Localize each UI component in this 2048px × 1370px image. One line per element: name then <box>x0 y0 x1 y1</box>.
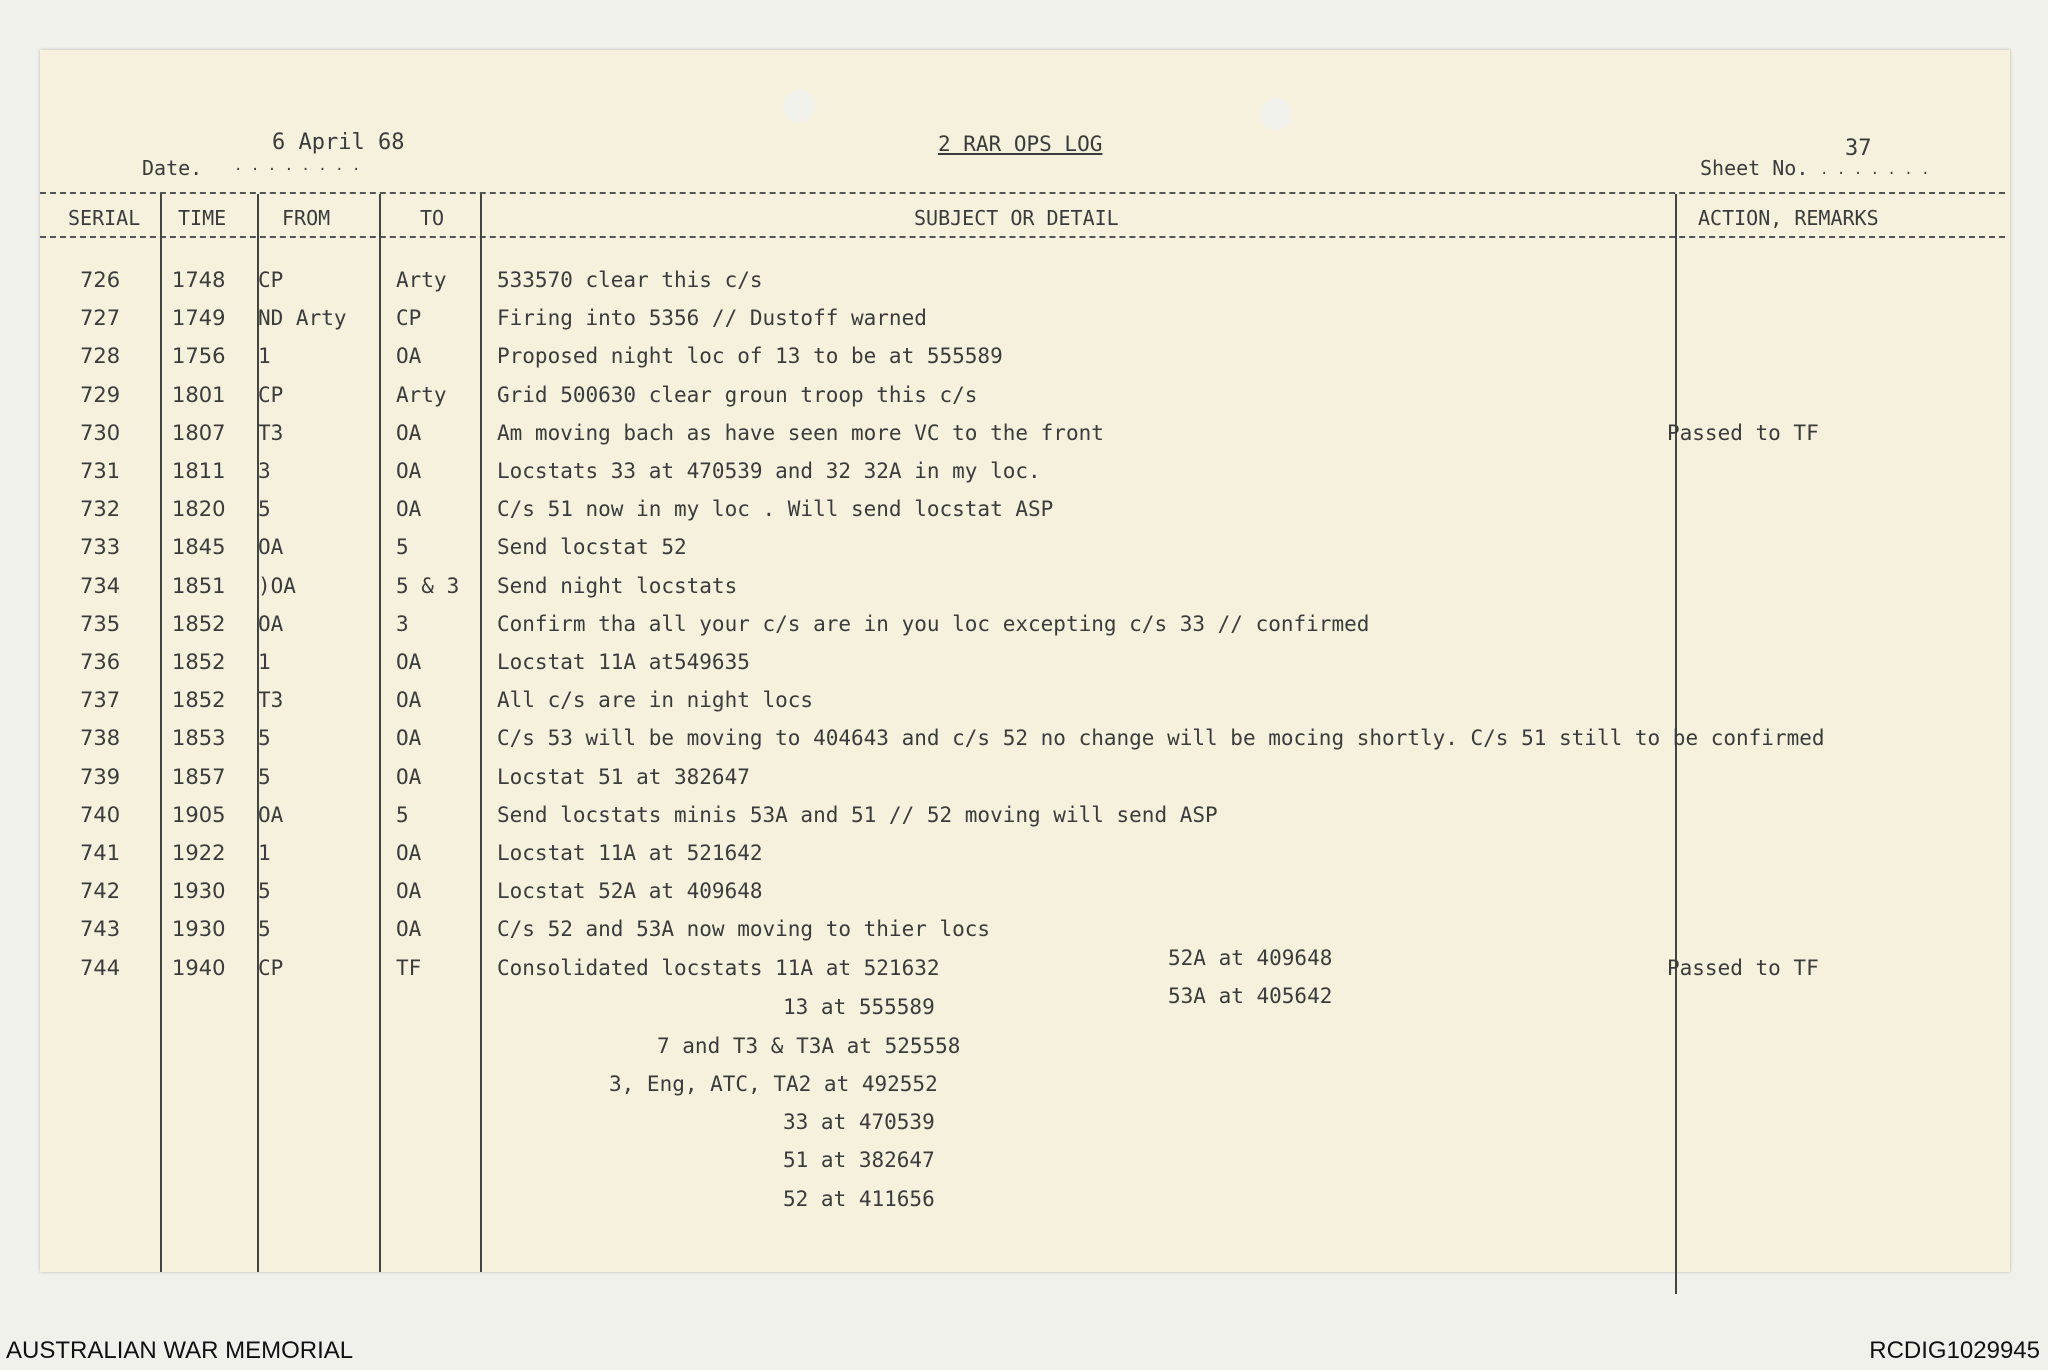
consolidated-line: 51 at 382647 <box>783 1148 935 1172</box>
log-cell-from: 1 <box>258 841 271 865</box>
log-cell-time: 1852 <box>172 650 226 674</box>
log-cell-from: 5 <box>258 764 271 789</box>
log-sheet <box>40 50 2010 1272</box>
log-cell-serial: 738 <box>80 726 121 751</box>
log-cell-time: 1820 <box>172 497 226 522</box>
log-cell-time: 1852 <box>172 611 226 636</box>
log-cell-subject: C/s 51 now in my loc . Will send locstat ASP <box>497 497 1054 522</box>
log-cell-serial: 741 <box>80 841 121 865</box>
col-divider-4 <box>480 194 482 1272</box>
consolidated-line: 52 at 411656 <box>783 1187 935 1211</box>
log-cell-serial: 743 <box>80 917 121 942</box>
log-cell-time: 1922 <box>172 841 226 865</box>
log-cell-from: 1 <box>258 344 271 369</box>
log-cell-serial: 739 <box>80 764 121 789</box>
date-label: Date. <box>142 156 203 180</box>
log-cell-serial: 728 <box>80 344 121 369</box>
log-cell-subject: Locstat 51 at 382647 <box>497 764 750 789</box>
log-cell-subject: Locstat 52A at 409648 <box>497 879 763 904</box>
log-cell-from: 5 <box>258 879 271 904</box>
log-cell-to: 5 & 3 <box>396 573 460 598</box>
log-cell-to: 5 <box>396 802 409 827</box>
log-cell-action: Passed to TF <box>1667 955 1819 980</box>
log-cell-serial: 727 <box>80 306 121 331</box>
log-cell-serial: 726 <box>80 268 121 292</box>
log-cell-to: CP <box>396 306 422 331</box>
log-cell-subject: Locstat 11A at 521642 <box>497 841 763 865</box>
log-cell-serial: 742 <box>80 879 121 904</box>
log-cell-subject: Confirm tha all your c/s are in you loc excepting c/s 33 // confirmed <box>497 611 1370 636</box>
log-cell-from: )OA <box>258 573 296 598</box>
log-cell-serial: 733 <box>80 535 121 560</box>
log-cell-from: CP <box>258 955 284 980</box>
punch-hole-left <box>783 90 815 122</box>
log-cell-to: Arty <box>396 268 447 292</box>
log-cell-time: 1853 <box>172 726 226 751</box>
log-cell-time: 1857 <box>172 764 226 789</box>
log-cell-subject: Grid 500630 clear groun troop this c/s <box>497 382 978 407</box>
log-cell-to: OA <box>396 420 422 445</box>
log-cell-to: Arty <box>396 382 447 407</box>
log-cell-from: CP <box>258 382 284 407</box>
col-header-subject: SUBJECT OR DETAIL <box>914 206 1119 230</box>
log-cell-to: OA <box>396 650 422 674</box>
log-cell-from: 3 <box>258 459 271 483</box>
log-cell-from: CP <box>258 268 284 292</box>
log-cell-to: OA <box>396 879 422 904</box>
log-cell-to: OA <box>396 459 422 483</box>
log-cell-subject: All c/s are in night locs <box>497 688 814 713</box>
log-cell-serial: 732 <box>80 497 121 522</box>
consolidated-right-line: 53A at 405642 <box>1168 984 1333 1008</box>
log-cell-serial: 731 <box>80 459 121 483</box>
log-cell-from: T3 <box>258 688 284 713</box>
col-header-to: TO <box>420 206 445 230</box>
log-cell-time: 1930 <box>172 879 226 904</box>
log-cell-subject: C/s 53 will be moving to 404643 and c/s 52 no change will be mocing shortly. C/s 51 still to be confirmed <box>497 726 1825 751</box>
col-divider-1 <box>160 194 162 1272</box>
log-cell-from: T3 <box>258 420 284 445</box>
log-cell-time: 1748 <box>172 268 226 292</box>
log-cell-from: 5 <box>258 497 271 522</box>
log-cell-serial: 730 <box>80 420 121 445</box>
log-cell-time: 1756 <box>172 344 226 369</box>
date-value: 6 April 68 <box>272 130 405 155</box>
log-cell-serial: 736 <box>80 650 121 674</box>
consolidated-right-line: 52A at 409648 <box>1168 946 1333 970</box>
log-cell-to: 5 <box>396 535 409 560</box>
log-cell-subject: Send locstat 52 <box>497 535 687 560</box>
col-header-time: TIME <box>178 206 227 230</box>
consolidated-line: 13 at 555589 <box>783 995 935 1019</box>
sheet-label: Sheet No. <box>1700 156 1809 180</box>
log-cell-to: OA <box>396 344 422 369</box>
log-cell-subject: 533570 clear this c/s <box>497 268 763 292</box>
log-cell-time: 1905 <box>172 802 226 827</box>
col-header-action: ACTION, REMARKS <box>1698 206 1879 230</box>
log-cell-to: OA <box>396 688 422 713</box>
punch-hole-right <box>1260 98 1292 130</box>
log-cell-from: OA <box>258 535 284 560</box>
log-cell-time: 1930 <box>172 917 226 942</box>
consolidated-line: 7 and T3 & T3A at 525558 <box>657 1034 961 1058</box>
consolidated-line: 33 at 470539 <box>783 1110 935 1134</box>
log-cell-to: TF <box>396 955 422 980</box>
log-cell-to: OA <box>396 764 422 789</box>
log-cell-from: 1 <box>258 650 271 674</box>
log-cell-from: ND Arty <box>258 306 347 331</box>
log-cell-to: OA <box>396 841 422 865</box>
log-cell-subject: Send locstats minis 53A and 51 // 52 moving will send ASP <box>497 802 1218 827</box>
log-cell-time: 1811 <box>172 459 226 483</box>
log-cell-serial: 735 <box>80 611 121 636</box>
log-cell-subject: Am moving bach as have seen more VC to the front <box>497 420 1104 445</box>
log-cell-time: 1940 <box>172 955 226 980</box>
log-cell-time: 1852 <box>172 688 226 713</box>
log-cell-subject: Firing into 5356 // Dustoff warned <box>497 306 927 331</box>
col-header-serial: SERIAL <box>68 206 141 230</box>
sheet-number: 37 <box>1845 136 1872 161</box>
header-bottom-rule <box>40 236 2005 238</box>
page-title: 2 RAR OPS LOG <box>938 132 1103 156</box>
log-cell-subject: C/s 52 and 53A now moving to thier locs <box>497 917 991 942</box>
log-cell-from: 5 <box>258 726 271 751</box>
log-cell-subject: Locstat 11A at549635 <box>497 650 750 674</box>
consolidated-line: 3, Eng, ATC, TA2 at 492552 <box>609 1072 938 1096</box>
log-cell-time: 1749 <box>172 306 226 331</box>
log-cell-subject: Send night locstats <box>497 573 738 598</box>
log-cell-time: 1845 <box>172 535 226 560</box>
log-cell-serial: 740 <box>80 802 121 827</box>
sheet-dots: . . . . . . . <box>1820 162 1930 178</box>
col-divider-3 <box>379 194 381 1272</box>
log-cell-subject: Locstats 33 at 470539 and 32 32A in my loc. <box>497 459 1041 483</box>
footer-left: AUSTRALIAN WAR MEMORIAL <box>6 1337 354 1364</box>
col-header-from: FROM <box>282 206 331 230</box>
footer-right: RCDIG1029945 <box>1869 1337 2040 1364</box>
log-cell-subject: Consolidated locstats 11A at 521632 <box>497 955 940 980</box>
log-cell-from: 5 <box>258 917 271 942</box>
log-cell-to: OA <box>396 917 422 942</box>
header-top-rule <box>40 192 2005 194</box>
log-cell-to: OA <box>396 726 422 751</box>
log-cell-serial: 734 <box>80 573 121 598</box>
log-cell-subject: Proposed night loc of 13 to be at 555589 <box>497 344 1003 369</box>
log-cell-from: OA <box>258 611 284 636</box>
log-cell-serial: 729 <box>80 382 121 407</box>
log-cell-serial: 744 <box>80 955 121 980</box>
log-cell-time: 1801 <box>172 382 226 407</box>
log-cell-action: Passed to TF <box>1667 420 1819 445</box>
log-cell-time: 1851 <box>172 573 226 598</box>
date-dots: . . . . . . . . <box>234 158 361 174</box>
log-cell-to: 3 <box>396 611 409 636</box>
log-cell-to: OA <box>396 497 422 522</box>
log-cell-serial: 737 <box>80 688 121 713</box>
log-cell-from: OA <box>258 802 284 827</box>
log-cell-time: 1807 <box>172 420 226 445</box>
